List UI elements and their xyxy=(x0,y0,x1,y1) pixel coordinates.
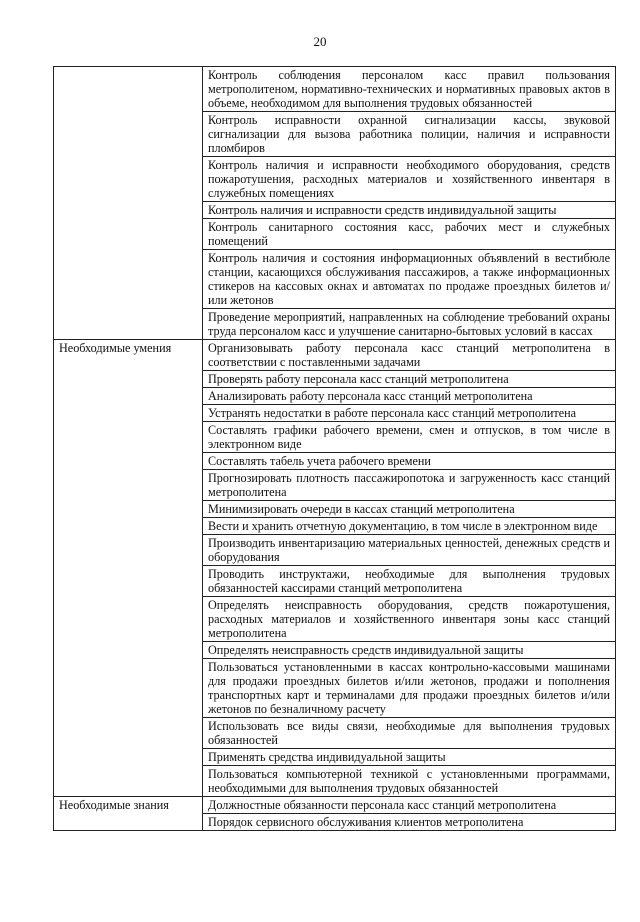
requirement-item: Составлять графики рабочего времени, смен и отпусков, в том числе в электронном виде xyxy=(203,422,616,453)
requirement-item: Анализировать работу персонала касс станций метрополитена xyxy=(203,388,616,405)
requirement-item: Организовывать работу персонала касс станций метрополитена в соответствии с поставленными задачами xyxy=(203,340,616,371)
requirement-item: Проводить инструктажи, необходимые для выполнения трудовых обязанностей кассирами станций метрополитена xyxy=(203,566,616,597)
requirements-table xyxy=(53,66,616,831)
requirement-item: Пользоваться компьютерной техникой с установленными программами, необходимыми для выполнения трудовых обязанностей xyxy=(203,766,616,797)
requirement-item: Определять неисправность средств индивидуальной защиты xyxy=(203,642,616,659)
requirement-item: Должностные обязанности персонала касс станций метрополитена xyxy=(203,797,616,814)
requirement-item: Проверять работу персонала касс станций метрополитена xyxy=(203,371,616,388)
requirement-item: Составлять табель учета рабочего времени xyxy=(203,453,616,470)
requirement-item: Контроль наличия и исправности средств индивидуальной защиты xyxy=(203,202,616,219)
requirement-item: Порядок сервисного обслуживания клиентов метрополитена xyxy=(203,814,616,831)
requirement-item: Пользоваться установленными в кассах контрольно-кассовыми машинами для продажи проездных билетов и/или жетонов, продажи и пополнения транспортных карт и терминалами для продажи проездных билетов и/или жетонов по безналичному расчету xyxy=(203,659,616,718)
requirement-item: Контроль наличия и исправности необходимого оборудования, средств пожаротушения, расходных материалов и хозяйственного инвентаря в служебных помещениях xyxy=(203,157,616,202)
page-number: 20 xyxy=(313,34,327,49)
table-row xyxy=(54,67,616,112)
requirement-item: Вести и хранить отчетную документацию, в том числе в электронном виде xyxy=(203,518,616,535)
requirement-item: Прогнозировать плотность пассажиропотока и загруженность касс станций метрополитена xyxy=(203,470,616,501)
requirement-item: Контроль соблюдения персоналом касс правил пользования метрополитеном, нормативно-технических и нормативных правовых актов в объеме, необходимом для выполнения трудовых обязанностей xyxy=(203,67,616,112)
requirement-item: Контроль исправности охранной сигнализации кассы, звуковой сигнализации для вызова работника полиции, наличия и исправности пломбиров xyxy=(203,112,616,157)
requirement-item: Контроль наличия и состояния информационных объявлений в вестибюле станции, касающихся обслуживания пассажиров, а также информационных стикеров на кассовых окнах и автоматах по продаже проездных билетов и/или жетонов xyxy=(203,250,616,309)
requirement-item: Устранять недостатки в работе персонала касс станций метрополитена xyxy=(203,405,616,422)
requirements-table-body xyxy=(54,67,616,831)
requirement-item: Использовать все виды связи, необходимые для выполнения трудовых обязанностей xyxy=(203,718,616,749)
category-cell: Необходимые умения xyxy=(54,340,203,797)
category-cell: Необходимые знания xyxy=(54,797,203,831)
table-row xyxy=(54,797,616,814)
category-cell xyxy=(54,67,203,340)
table-row xyxy=(54,340,616,371)
requirement-item: Определять неисправность оборудования, средств пожаротушения, расходных материалов и хозяйственного инвентаря зоны касс станций метрополитена xyxy=(203,597,616,642)
requirement-item: Контроль санитарного состояния касс, рабочих мест и служебных помещений xyxy=(203,219,616,250)
requirement-item: Производить инвентаризацию материальных ценностей, денежных средств и оборудования xyxy=(203,535,616,566)
requirement-item: Проведение мероприятий, направленных на соблюдение требований охраны труда персоналом касс и улучшение санитарно-бытовых условий в кассах xyxy=(203,309,616,340)
requirement-item: Минимизировать очереди в кассах станций метрополитена xyxy=(203,501,616,518)
requirement-item: Применять средства индивидуальной защиты xyxy=(203,749,616,766)
